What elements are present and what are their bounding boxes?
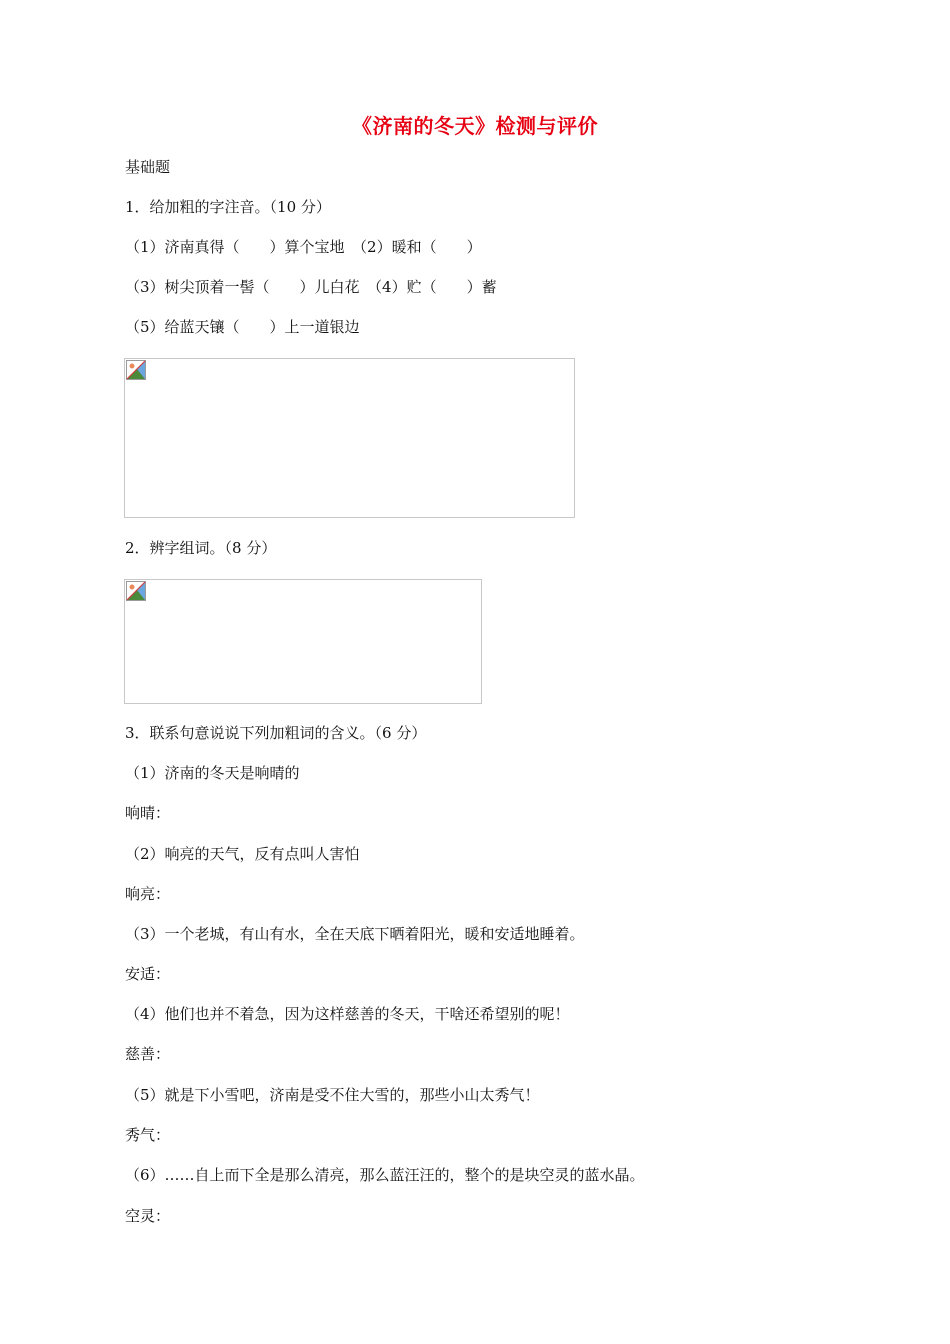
question-3-answer-1: 响晴：: [125, 804, 171, 822]
question-1-line-1: （1）济南真得（ ）算个宝地 （2）暖和（ ）: [125, 238, 482, 256]
question-3-sentence-5: （5）就是下小雪吧，济南是受不住大雪的，那些小山太秀气！: [125, 1086, 540, 1104]
question-3-answer-2: 响亮：: [125, 885, 171, 903]
broken-image-icon: [126, 360, 146, 380]
question-3-sentence-4: （4）他们也并不着急，因为这样慈善的冬天，干啥还希望别的呢！: [125, 1005, 570, 1023]
question-1-line-3: （5）给蓝天镶（ ）上一道银边: [125, 318, 360, 336]
question-3-sentence-6: （6）……自上而下全是那么清亮，那么蓝汪汪的，整个的是块空灵的蓝水晶。: [125, 1166, 645, 1184]
question-2-prompt: 2．辨字组词。（8 分）: [125, 539, 277, 557]
question-3-answer-3: 安适：: [125, 965, 171, 983]
question-3-prompt: 3．联系句意说说下列加粗词的含义。（6 分）: [125, 724, 427, 742]
question-3-answer-5: 秀气：: [125, 1126, 171, 1144]
question-3-sentence-3: （3）一个老城，有山有水，全在天底下晒着阳光，暖和安适地睡着。: [125, 925, 585, 943]
question-3-sentence-1: （1）济南的冬天是响晴的: [125, 764, 300, 782]
question-3-answer-4: 慈善：: [125, 1045, 171, 1063]
broken-image-icon: [126, 581, 146, 601]
section-heading: 基础题: [125, 158, 171, 176]
question-1-image-placeholder: [124, 358, 575, 518]
question-3-answer-6: 空灵：: [125, 1207, 171, 1225]
question-2-image-placeholder: [124, 579, 482, 704]
question-1-prompt: 1．给加粗的字注音。（10 分）: [125, 198, 331, 216]
question-3-sentence-2: （2）响亮的天气，反有点叫人害怕: [125, 845, 360, 863]
question-1-line-2: （3）树尖顶着一髻（ ）儿白花 （4）贮（ ）蓄: [125, 278, 497, 296]
document-title: 《济南的冬天》检测与评价: [352, 114, 598, 138]
